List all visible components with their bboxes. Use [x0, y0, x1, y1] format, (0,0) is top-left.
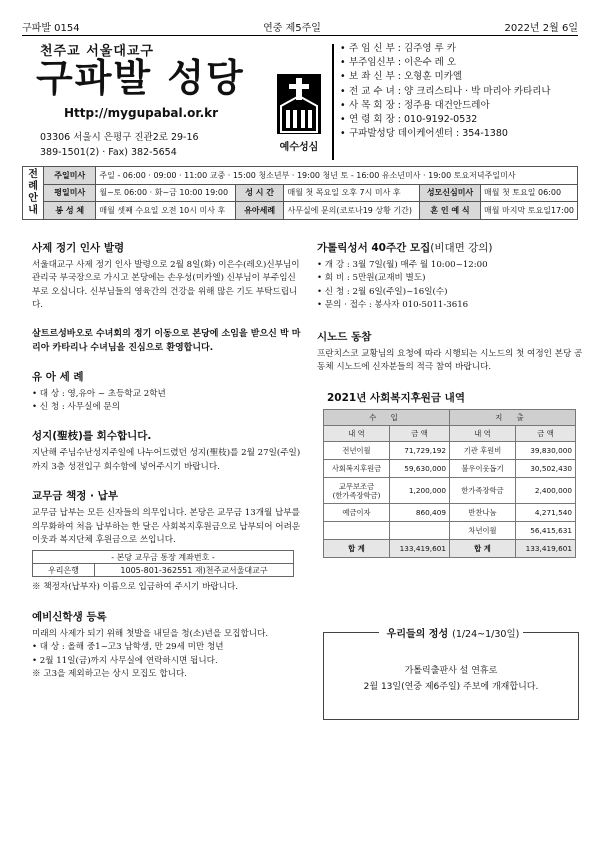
wedding-info: 매월 마지막 토요일17:00 — [481, 202, 578, 220]
contribution-title: 교무금 책정 · 납부 — [32, 490, 118, 503]
list-item: • 신 청 : 사무실에 문의 — [32, 402, 121, 413]
contribution-note: ※ 책정자(납부자) 이름으로 입금하여 주시기 바랍니다. — [32, 582, 239, 593]
table-row: 차년이월 56,415,631 — [324, 522, 576, 540]
parish-phone: 389-1501(2) · Fax) 382-5654 — [40, 147, 177, 158]
list-item: • 회 비 : 5만원(교재비 별도) — [317, 273, 426, 284]
bible-course-title: 가톨릭성서 40주간 모집(비대면 강의) — [317, 242, 493, 254]
income-header: 수 입 — [324, 410, 450, 426]
parish-contact — [40, 130, 199, 160]
holy-hour-time: 매월 첫 목요일 오후 7시 미사 후 — [284, 184, 419, 202]
contribution-body: 교무금 납부는 모든 신자들의 의무입니다. 본당은 교무금 13개월 납부를 의무화하여 처음 납부하는 한 달은 사회복지후원금으로 납부되어 어려운 이웃과 복지단체 후원금으로 쓰입니다. — [32, 508, 301, 546]
list-item: • 2월 11일(금)까지 사무실에 연락하시면 됩니다. — [32, 655, 218, 666]
sunday-mass-label: 주일미사 — [44, 167, 96, 185]
right-column — [317, 234, 585, 720]
offering-title: 우리들의 정성 (1/24~1/30일) — [379, 629, 524, 640]
staff-item: • 사 목 회 장 : 정주용 대건안드레아 — [340, 99, 490, 111]
priest-appointment-title: 사제 정기 인사 발령 — [32, 242, 125, 254]
parish-address: 03306 서울시 은평구 진관2로 29-16 — [40, 132, 199, 143]
left-column — [32, 234, 302, 682]
weekday-mass-times: 월~토 06:00 · 화~금 10:00 19:00 — [96, 184, 236, 202]
seminarian-body: 미래의 사제가 되기 위해 첫발을 내딛을 청(소)년을 모집합니다. — [32, 628, 269, 639]
bible-course-list — [317, 259, 585, 313]
offering-notice: 가톨릭출판사 설 연휴로 2월 13일(연중 제6주일) 주보에 개재합니다. — [363, 666, 539, 693]
staff-item: • 부주임신부 : 이은수 레 오 — [340, 57, 457, 69]
masthead-divider — [332, 44, 334, 160]
liturgical-week: 연중 제5주일 — [263, 23, 321, 34]
church-emblem-icon — [277, 74, 321, 134]
offering-box — [323, 629, 579, 720]
list-item: • 개 강 : 3월 7일(월) 매주 월 10:00~12:00 — [317, 260, 488, 270]
infant-baptism-title: 유 아 세 례 — [32, 370, 84, 383]
table-row: 사회복지후원금 59,630,000 불우이웃돕기 30,502,430 — [324, 460, 576, 478]
parish-name: 구파발 성당 — [36, 56, 245, 100]
liturgy-schedule-table — [22, 166, 578, 220]
issue-date: 2022년 2월 6일 — [504, 23, 578, 34]
sister-welcome-text: 살트르성바오로 수녀회의 정기 이동으로 본당에 소임을 받으신 박 마리아 카타리나 수녀님을 진심으로 환영합니다. — [32, 328, 301, 353]
masthead — [22, 38, 578, 164]
heart-mass-label: 성모신심미사 — [419, 184, 480, 202]
income-item-header: 내 역 — [324, 426, 390, 442]
communion-visit-label: 봉 성 체 — [44, 202, 96, 220]
liturgy-side-label: 전례안내 — [23, 167, 44, 220]
infant-baptism-label: 유아세례 — [235, 202, 284, 220]
heart-mass-time: 매월 첫 토요일 06:00 — [481, 184, 578, 202]
staff-item: • 전 교 수 녀 : 양 크리스티나 · 박 마리아 카타리나 — [340, 85, 551, 97]
list-item: • 신 청 : 2월 6일(주일)~16일(수) — [317, 286, 448, 297]
welfare-fund-title: 2021년 사회복지후원금 내역 — [327, 392, 465, 405]
expense-amount-header: 금 액 — [516, 426, 576, 442]
list-item: • 대 상 : 영,유아 ~ 초등학교 2학년 — [32, 388, 166, 399]
expense-header: 지 출 — [450, 410, 576, 426]
logo-caption: 예수성심 — [279, 142, 319, 153]
staff-item: • 구파발성당 데이케어센터 : 354-1380 — [340, 128, 508, 140]
synod-title: 시노드 동참 — [317, 330, 372, 343]
table-row: 예금이자 860,409 반찬나눔 4,271,540 — [324, 504, 576, 522]
expense-item-header: 내 역 — [450, 426, 516, 442]
weekday-mass-label: 평일미사 — [44, 184, 96, 202]
palm-return-body: 지난해 주님수난성지주일에 나누어드렸던 성지(聖枝)를 2월 27일(주일)까지 3층 성전입구 회수함에 넣어주시기 바랍니다. — [32, 448, 301, 472]
staff-item: • 보 좌 신 부 : 오형훈 미카엘 — [340, 71, 463, 83]
parish-url[interactable]: Http://mygupabal.or.kr — [64, 106, 219, 120]
seminarian-list — [32, 641, 302, 681]
infant-baptism-list — [32, 388, 302, 415]
account-bank: 우리은행 — [33, 564, 95, 577]
infant-baptism-info: 사무실에 문의(코로나19 상황 기간) — [284, 202, 419, 220]
account-number: 1005-801-362551 재)천주교서울대교구 — [95, 564, 294, 577]
income-amount-header: 금 액 — [390, 426, 450, 442]
total-row: 합 계 133,419,601 합 계 133,419,601 — [324, 540, 576, 558]
list-item: • 대 상 : 올해 중1~고3 남학생, 만 29세 미만 청년 — [32, 642, 224, 653]
seminarian-title: 예비신학생 등록 — [32, 610, 107, 623]
staff-item: • 주 임 신 부 : 김주영 루 카 — [340, 43, 456, 54]
diocese-name: 천주교 서울대교구 — [40, 44, 154, 59]
sacred-heart-logo — [269, 74, 329, 160]
holy-hour-label: 성 시 간 — [235, 184, 284, 202]
priest-appointment-body: 서울대교구 사제 정기 인사 발령으로 2월 8일(화) 이은수(레오)신부님이 관리국 부국장으로 가시고 본당에는 손우성(미카엘) 신부님이 부주임신부로 오십니다. 신부님들의 영육간의 건강을 위해 많은 기도 부탁드립니다. — [32, 260, 300, 311]
issue-bar — [22, 20, 578, 36]
list-item: • 문의 · 접수 : 봉사자 010-5011-3616 — [317, 300, 469, 311]
staff-item: • 연 령 회 장 : 010-9192-0532 — [340, 114, 478, 126]
account-header: - 본당 교무금 통장 계좌번호 - — [33, 551, 294, 564]
wedding-label: 혼 인 예 식 — [419, 202, 480, 220]
welfare-fund-table — [323, 409, 576, 558]
issue-number: 구파발 0154 — [22, 23, 80, 34]
table-row: 전년이월 71,729,192 기관 후원비 39,830,000 — [324, 442, 576, 460]
communion-visit-time: 매월 셋째 수요일 오전 10시 미사 후 — [96, 202, 236, 220]
sunday-mass-times: 주일 - 06:00 · 09:00 · 11:00 교중 · 15:00 청소년부 · 19:00 청년 토 - 16:00 유소년미사 · 19:00 토요저녁주일미사 — [96, 167, 578, 185]
staff-list — [340, 42, 580, 141]
palm-return-title: 성지(聖枝)를 회수합니다. — [32, 430, 152, 443]
bank-account-table — [32, 550, 294, 577]
list-item: ※ 고3을 제외하고는 상시 모집도 합니다. — [32, 669, 187, 680]
synod-body: 프란치스코 교황님의 요청에 따라 시행되는 시노드의 첫 여정인 본당 공동체 시노드에 신자분들의 적극 참여 바랍니다. — [317, 348, 583, 373]
table-row: 교무보조금 (한가족장학금) 1,200,000 한가족장학금 2,400,000 — [324, 478, 576, 504]
